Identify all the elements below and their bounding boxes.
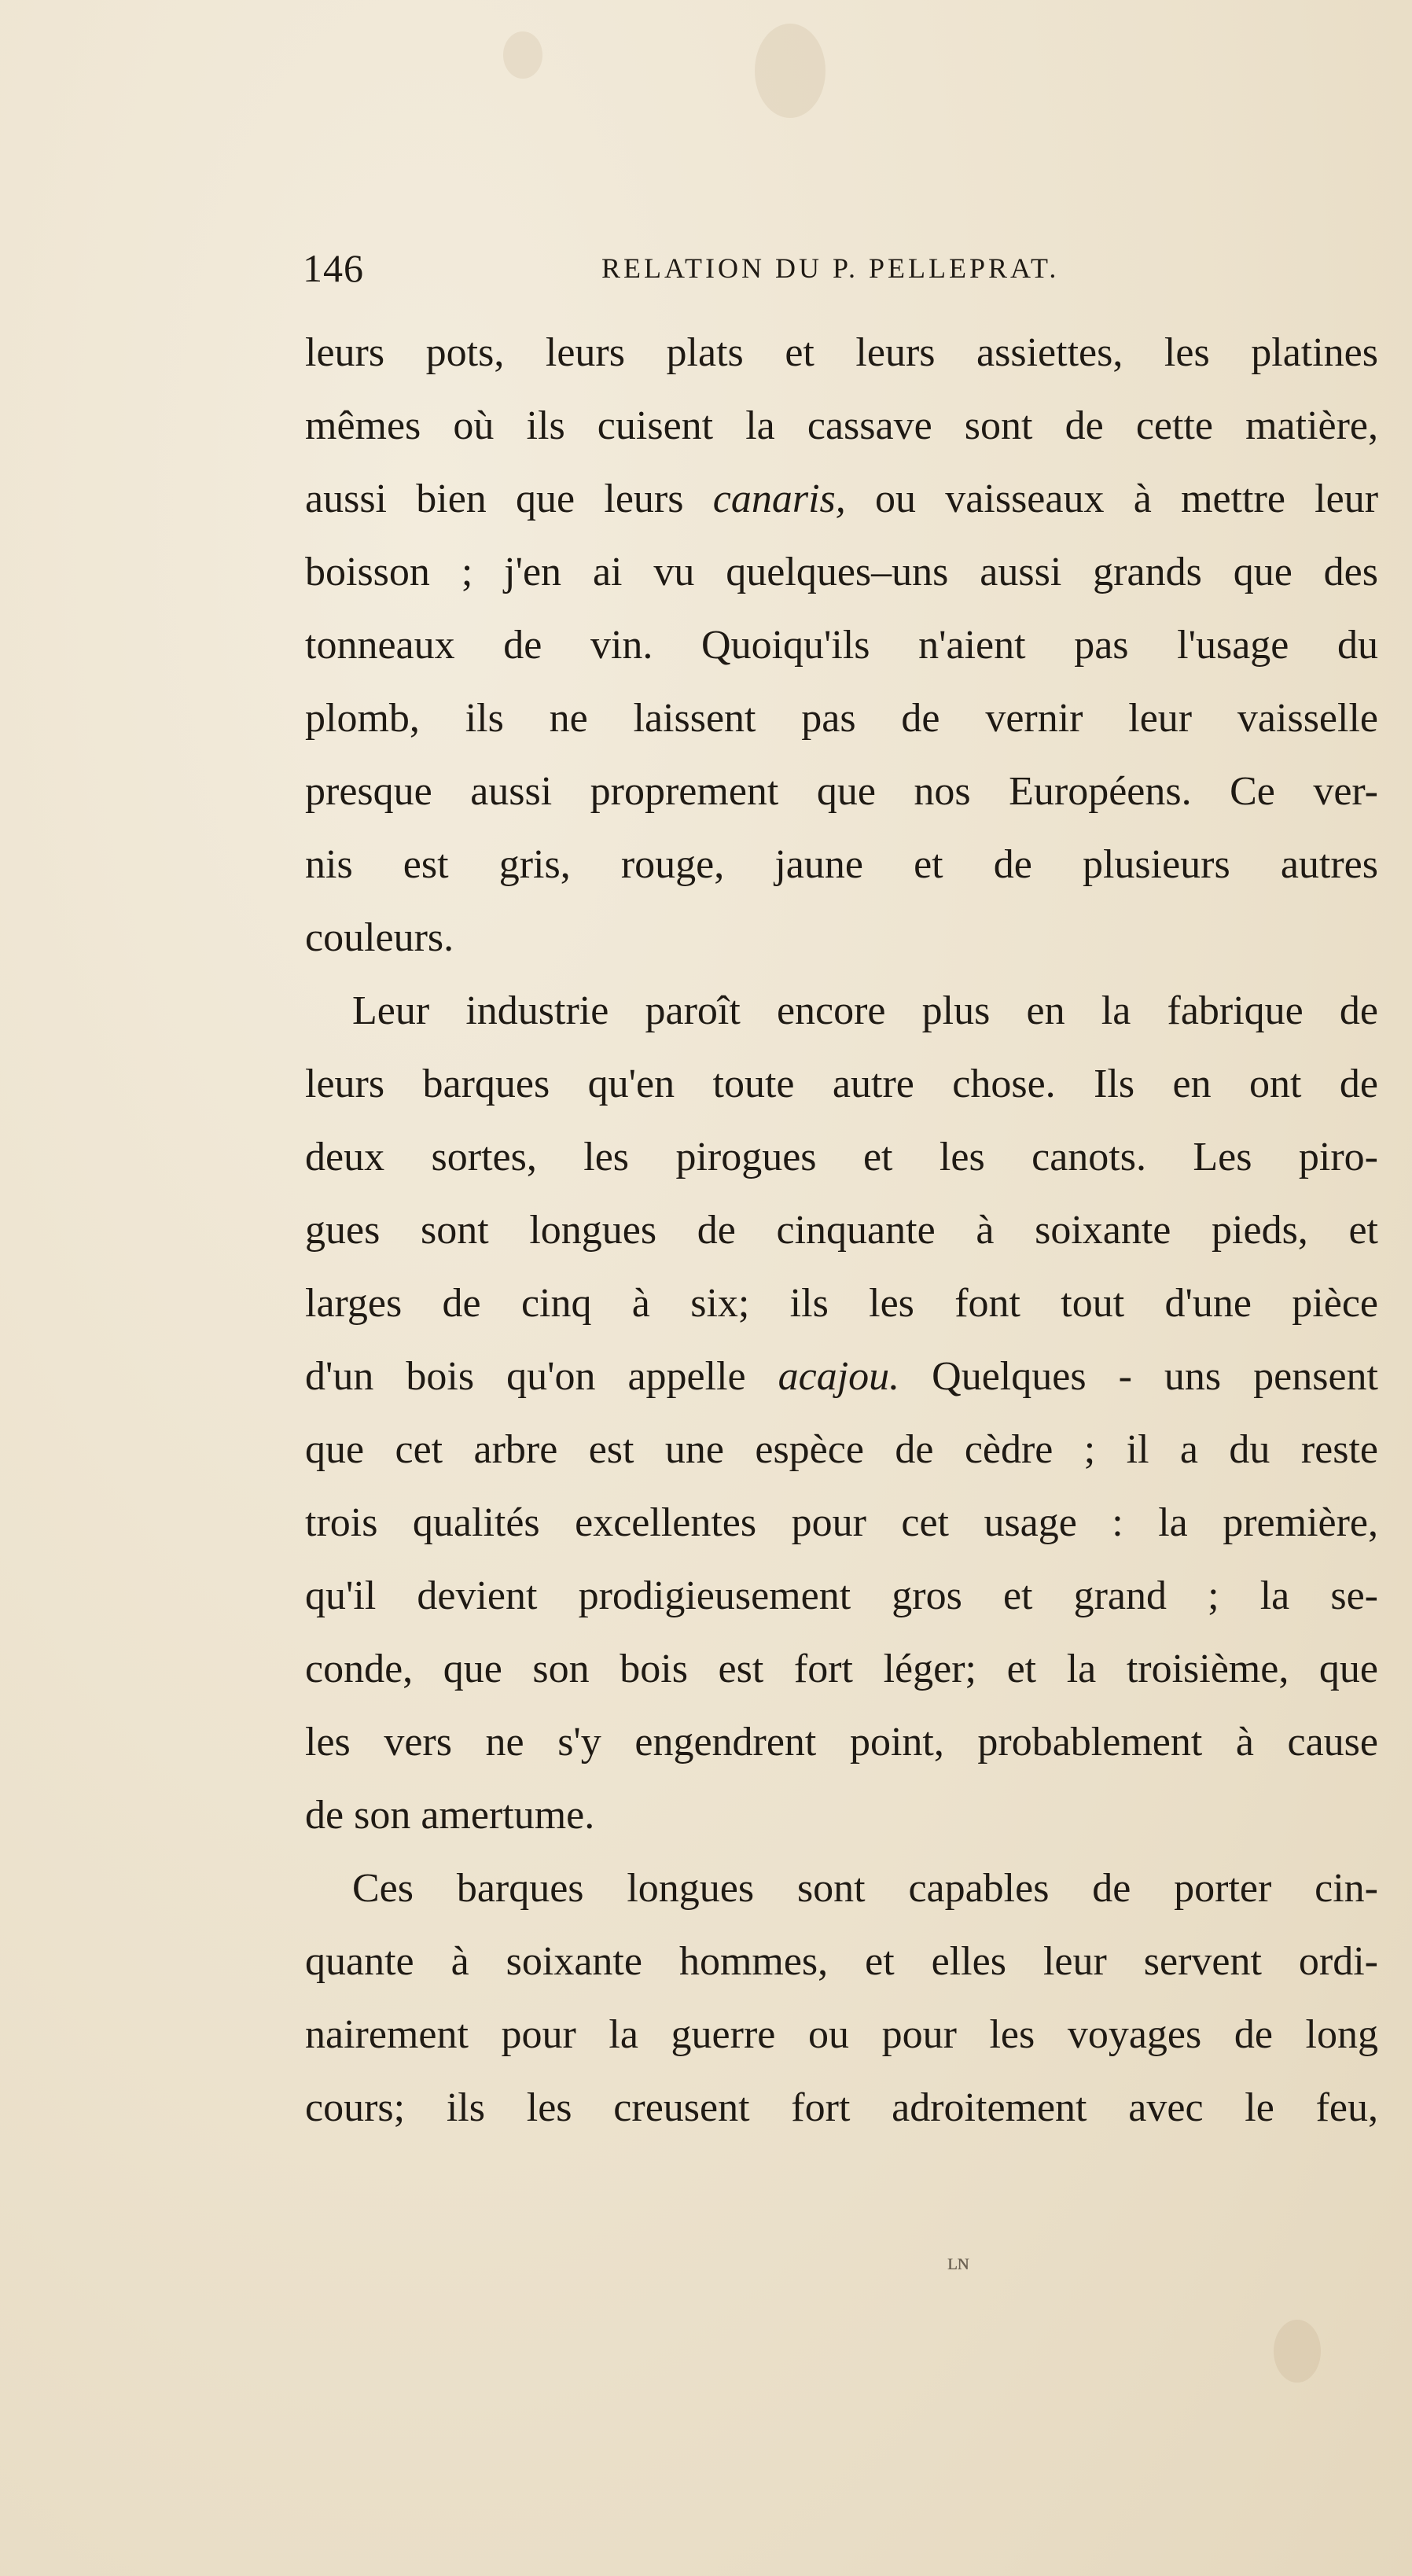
text-line: gues sont longues de cinquante à soixante pieds, et [305, 1208, 1378, 1253]
text-line: que cet arbre est une espèce de cèdre ; il a du reste [305, 1427, 1378, 1472]
italic-term: canaris, [712, 477, 846, 521]
body-text [305, 316, 1378, 2144]
text-segment: Quelques - uns pensent [899, 1354, 1379, 1399]
text-line: larges de cinq à six; ils les font tout d'une pièce [305, 1281, 1378, 1326]
text-segment: aussi bien que leurs [305, 477, 713, 521]
text-line: presque aussi proprement que nos Européens. Ce ver- [305, 769, 1378, 814]
text-line [305, 462, 1378, 535]
text-line: nis est gris, rouge, jaune et de plusieurs autres [305, 842, 1378, 887]
running-head: RELATION DU P. PELLEPRAT. [601, 252, 1060, 284]
text-line: nairement pour la guerre ou pour les voyages de long [305, 2012, 1378, 2057]
italic-term: acajou. [778, 1354, 900, 1399]
text-line: mêmes où ils cuisent la cassave sont de cette matière, [305, 403, 1378, 448]
text-line: conde, que son bois est fort léger; et la troisième, que [305, 1647, 1378, 1691]
text-line: de son amertume. [305, 1793, 595, 1838]
paper-stain [1274, 2320, 1321, 2383]
text-line: leurs barques qu'en toute autre chose. Ils en ont de [305, 1062, 1378, 1106]
text-line [305, 1340, 1378, 1413]
text-line: Leur industrie paroît encore plus en la fabrique de [352, 988, 1378, 1033]
text-line: quante à soixante hommes, et elles leur servent ordi- [305, 1939, 1378, 1984]
text-segment: ou vaisseaux à mettre leur [845, 477, 1379, 521]
text-line: leurs pots, leurs plats et leurs assiettes, les platines [305, 330, 1378, 375]
text-line: les vers ne s'y engendrent point, probablement à cause [305, 1720, 1378, 1765]
text-line: couleurs. [305, 915, 454, 960]
signature-mark: ʟɴ [947, 2249, 969, 2275]
paper-stain [755, 24, 826, 118]
text-line: qu'il devient prodigieusement gros et grand ; la se- [305, 1573, 1378, 1618]
text-segment: d'un bois qu'on appelle [305, 1354, 778, 1399]
text-line: trois qualités excellentes pour cet usage : la première, [305, 1500, 1378, 1545]
page-header [303, 245, 1380, 293]
text-line: cours; ils les creusent fort adroitement avec le feu, [305, 2085, 1378, 2130]
text-line: deux sortes, les pirogues et les canots. Les piro- [305, 1135, 1378, 1179]
paper-stain [503, 31, 542, 79]
text-line: plomb, ils ne laissent pas de vernir leur vaisselle [305, 696, 1378, 741]
text-line: tonneaux de vin. Quoiqu'ils n'aient pas l'usage du [305, 623, 1378, 668]
text-line: boisson ; j'en ai vu quelques–uns aussi grands que des [305, 550, 1378, 594]
page-number: 146 [303, 246, 364, 290]
text-line: Ces barques longues sont capables de porter cin- [352, 1866, 1378, 1911]
